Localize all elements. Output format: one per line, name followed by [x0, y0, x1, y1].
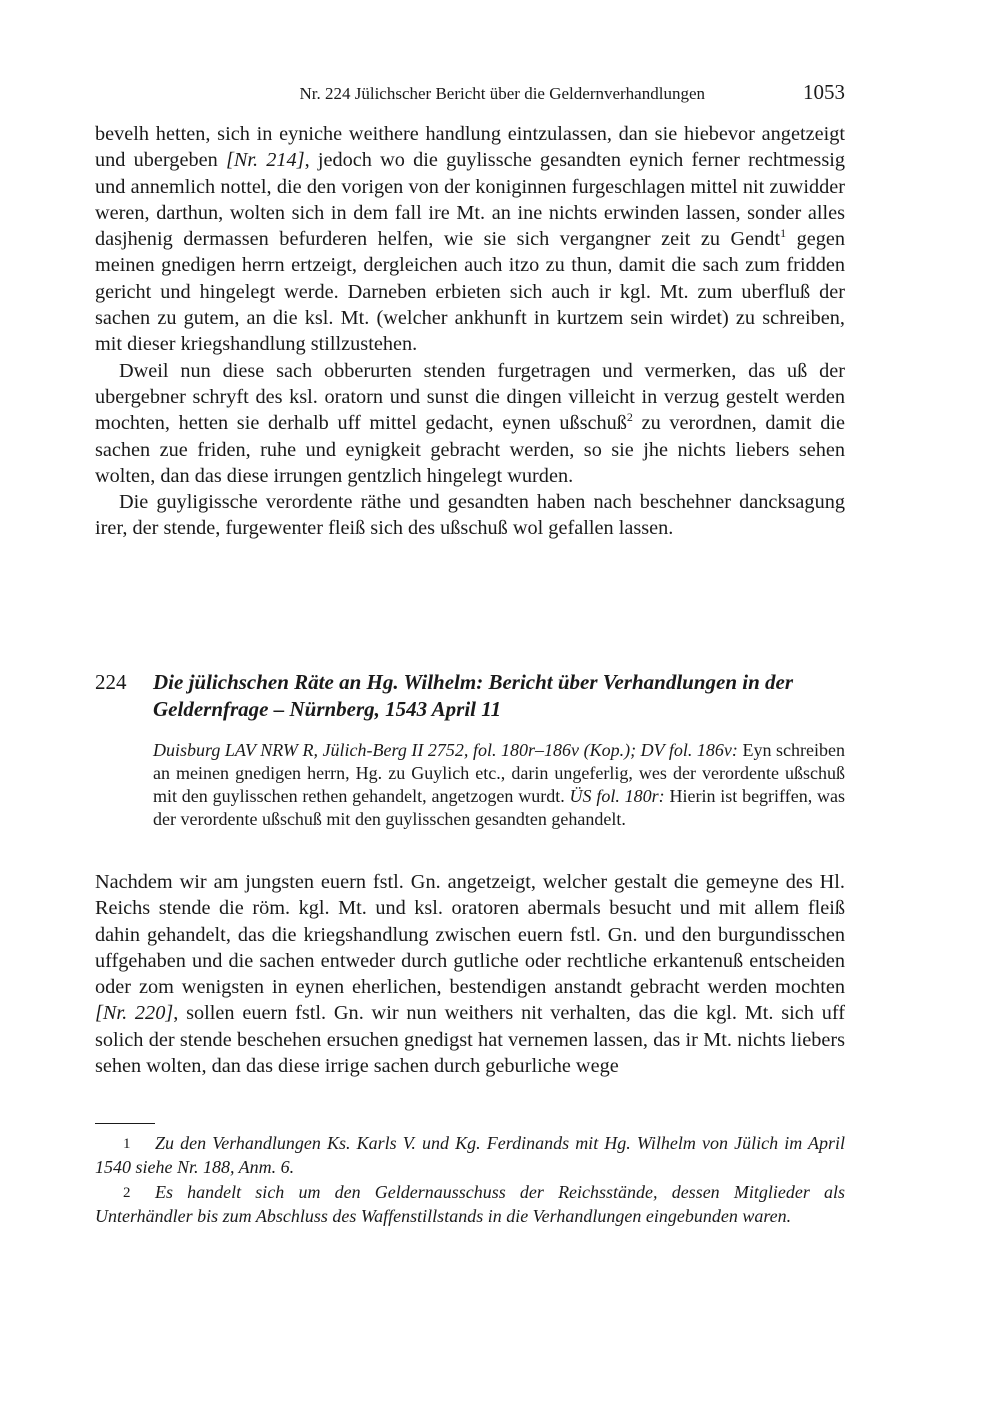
running-head — [95, 80, 845, 110]
footnote-divider — [95, 1123, 155, 1124]
text-run: gegen meinen gnedigen herrn ertzeigt, dergleichen auch itzo zu thun, damit die sach zum fridden gericht und hingelegt werde. Darneben erbieten sich auch ir kgl. Mt. zum uberfluß der sachen zu gutem, an die ksl. Mt. (welcher ankhunft in kurtzem sein wirdet) zu schreiben, mit dieser kriegshandlung stillzustehen. — [95, 228, 846, 356]
document-heading — [95, 669, 845, 723]
running-title: Nr. 224 Jülichscher Bericht über die Geldernverhandlungen — [299, 84, 705, 103]
document-title: Die jülichschen Räte an Hg. Wilhelm: Bericht über Verhandlungen in der Geldernfrage – Nürnberg, 1543 April 11 — [153, 670, 794, 721]
text-run: bevelh hetten, sich in eyniche weithere handlung eintzulassen, dan sie hiebevor angetzeigt und ubergeben — [95, 123, 845, 172]
paragraph — [95, 358, 845, 489]
footnote-marker[interactable]: 2 — [626, 410, 633, 425]
footnote — [95, 1181, 845, 1228]
text-run: Hierin ist begriffen, was der verordente ußschuß mit den guylisschen gesandten gehandelt. — [153, 786, 846, 829]
cross-reference[interactable]: [Nr. 220] — [95, 1002, 174, 1025]
text-run: Dweil nun diese sach obberurten stenden furgetragen und vermerken, das uß der ubergebner schryft des ksl. oratorn und sunst die dingen villeicht in verzug gestelt werden mochten, hetten sie derhalb uff mittel gedacht, eynen ußschuß — [95, 359, 845, 435]
cross-reference[interactable]: [Nr. 214] — [225, 149, 305, 172]
text-run: Nachdem wir am jungsten euern fstl. Gn. angetzeigt, welcher gestalt die gemeyne des Hl. Reichs stende die röm. kgl. Mt. und ksl. oratoren abermals besucht und mit allem fleiß dahin gehandelt, das die kriegshandlung zwischen euern fstl. Gn. und den burgundisschen uffgehaben und die sachen entweder durch gutliche oder rechtliche erkantenuß entscheiden oder zom wenigsten in eynen eherlichen, bestendigen anstandt gebracht werden mochten — [95, 871, 845, 999]
continued-text — [95, 121, 845, 542]
footnote-text: Es handelt sich um den Geldernausschuss der Reichsstände, dessen Mitglieder als Unterhändler bis zum Abschluss des Waffenstillstands in die Verhandlungen eingebunden waren. — [95, 1182, 845, 1226]
text-run: , sollen euern fstl. Gn. wir nun weithers nit verhalten, das die kgl. Mt. sich uff solich der stende beschehen ersuchen gnedigst hat vernemen lassen, das ir Mt. nichts liebers sehen wolten, dan das diese irrige sachen durch geburliche wege — [95, 1002, 845, 1078]
paragraph — [95, 121, 845, 358]
footnote-text: Zu den Verhandlungen Ks. Karls V. und Kg. Ferdinands mit Hg. Wilhelm von Jülich im April 1540 siehe Nr. 188, Anm. 6. — [95, 1133, 845, 1177]
footnotes — [95, 1132, 845, 1230]
source-archive: Duisburg LAV NRW R, Jülich-Berg II 2752, fol. 180r–186v (Kop.); DV fol. 186v: — [153, 740, 738, 760]
footnote-number: 1 — [123, 1136, 131, 1152]
footnote-number: 2 — [123, 1185, 131, 1201]
page-number: 1053 — [803, 80, 845, 104]
paragraph: Die guyligissche verordente räthe und gesandten haben nach beschehner dancksagung irer, der stende, furgewenter fleiß sich des ußschuß wol gefallen lassen. — [95, 491, 845, 540]
paragraph — [95, 869, 845, 1079]
footnote — [95, 1132, 845, 1179]
main-text — [95, 869, 845, 1079]
document-number: 224 — [95, 670, 127, 694]
source-label: ÜS fol. 180r: — [569, 786, 665, 806]
text-run: , jedoch wo die guylissche gesandten eynich ferner rechtmessig und annemlich nottel, die den vorigen von der koniginnen furgeschlagen mittel nit zuwidder weren, darthun, wolten sich in dem fall ire Mt. an ine nichts erwinden lassen, sonder alles dasjhenig dermassen befurderen helfen, wie sie sich vergangner zeit zu Gendt — [95, 149, 845, 251]
text-run: Eyn schreiben an meinen gnedigen herrn, Hg. zu Guylich etc., darin ungeferlig, wes der verordente ußschuß mit den guylisschen rethen gehandelt, angetzogen wurdt. — [153, 740, 845, 806]
text-run: zu verordnen, damit die sachen zue friden, ruhe und eynigkeit gebracht werden, so sie jhe nichts liebers sehen wolten, dan das diese irrungen gentzlich hingelegt wurden. — [95, 412, 845, 487]
footnote-marker[interactable]: 1 — [780, 226, 787, 241]
source-note — [153, 739, 845, 831]
